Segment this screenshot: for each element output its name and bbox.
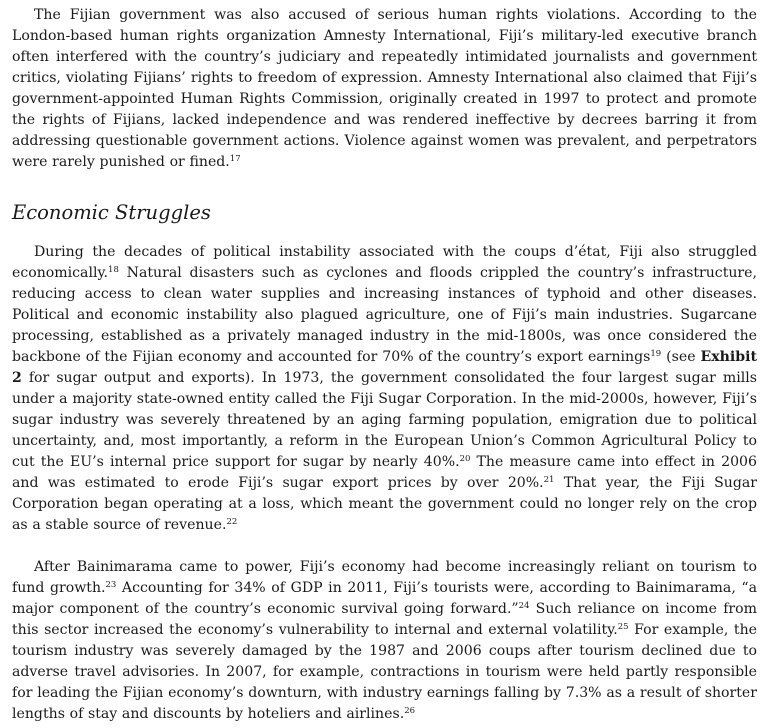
footnote-ref: 18 [108, 265, 119, 275]
footnote-ref: 19 [650, 349, 662, 359]
footnote-ref: 23 [105, 580, 117, 590]
paragraph-text: (see [661, 349, 701, 365]
paragraph-economy [12, 242, 757, 536]
paragraph-text: That year, the Fiji Sugar Corporation began operating at a loss, which meant the government could no longer rely on the crop as a stable source of revenue. [12, 475, 757, 533]
footnote-ref: 20 [459, 454, 471, 464]
paragraph-text: After Bainimarama came to power, Fiji’s economy had become increasingly reliant on tourism to fund growth. [12, 559, 757, 596]
footnote-ref: 24 [518, 601, 530, 611]
footnote-ref: 26 [404, 706, 416, 716]
footnote-ref: 25 [617, 622, 629, 632]
paragraph-text: Natural disasters such as cyclones and floods crippled the country’s infrastructure, reducing access to clean water supplies and increasing instances of typhoid and other diseases. Political and economic instability also plagued agriculture, one of Fiji’s main industries. Sugarcane processing, established as a privately managed industry in the mid-1800s, was once considered the backbone of the Fijian economy and accounted for 70% of the country’s export earnings [12, 265, 757, 365]
paragraph-tourism [12, 557, 757, 725]
exhibit-reference: Exhibit 2 [12, 349, 757, 386]
paragraph-text: Accounting for 34% of GDP in 2011, Fiji’s tourists were, according to Bainimarama, “a major component of the country’s economic survival going forward.” [12, 580, 757, 617]
paragraph-text: For example, the tourism industry was severely damaged by the 1987 and 2006 coups after tourism declined due to adverse travel advisories. In 2007, for example, contractions in tourism were held partly responsible for leading the Fijian economy’s downturn, with industry earnings falling by 7.3% as a result of shorter lengths of stay and discounts by hoteliers and airlines. [12, 622, 757, 722]
footnote-ref: 22 [226, 517, 238, 527]
footnote-ref: 17 [229, 154, 241, 164]
paragraph-text: The Fijian government was also accused of serious human rights violations. According to the London-based human rights organization Amnesty International, Fiji’s military-led executive branch often interfered with the country’s judiciary and repeatedly intimidated journalists and government critics, violating Fijians’ rights to freedom of expression. Amnesty International also claimed that Fiji’s government-appointed Human Rights Commission, originally created in 1997 to protect and promote the rights of Fijians, lacked independence and was rendered ineffective by decrees barring it from addressing questionable government actions. Violence against women was prevalent, and perpetrators were rarely punished or fined. [12, 7, 757, 170]
section-heading: Economic Struggles [12, 201, 211, 224]
footnote-ref: 21 [543, 475, 555, 485]
paragraph-text: for sugar output and exports). In 1973, the government consolidated the four largest sugar mills under a majority state-owned entity called the Fiji Sugar Corporation. In the mid-2000s, however, Fiji’s sugar industry was severely threatened by an aging farming population, emigration due to political uncertainty, and, most importantly, a reform in the European Union’s Common Agricultural Policy to cut the EU’s internal price support for sugar by nearly 40%. [12, 370, 757, 470]
paragraph-text: The measure came into effect in 2006 and was estimated to erode Fiji’s sugar export prices by over 20%. [12, 454, 757, 491]
paragraph-text: Such reliance on income from this sector increased the economy’s vulnerability to internal and external volatility. [12, 601, 757, 638]
paragraph-text: During the decades of political instability associated with the coups d’état, Fiji also struggled economically. [12, 244, 757, 281]
paragraph-human-rights [12, 5, 757, 173]
